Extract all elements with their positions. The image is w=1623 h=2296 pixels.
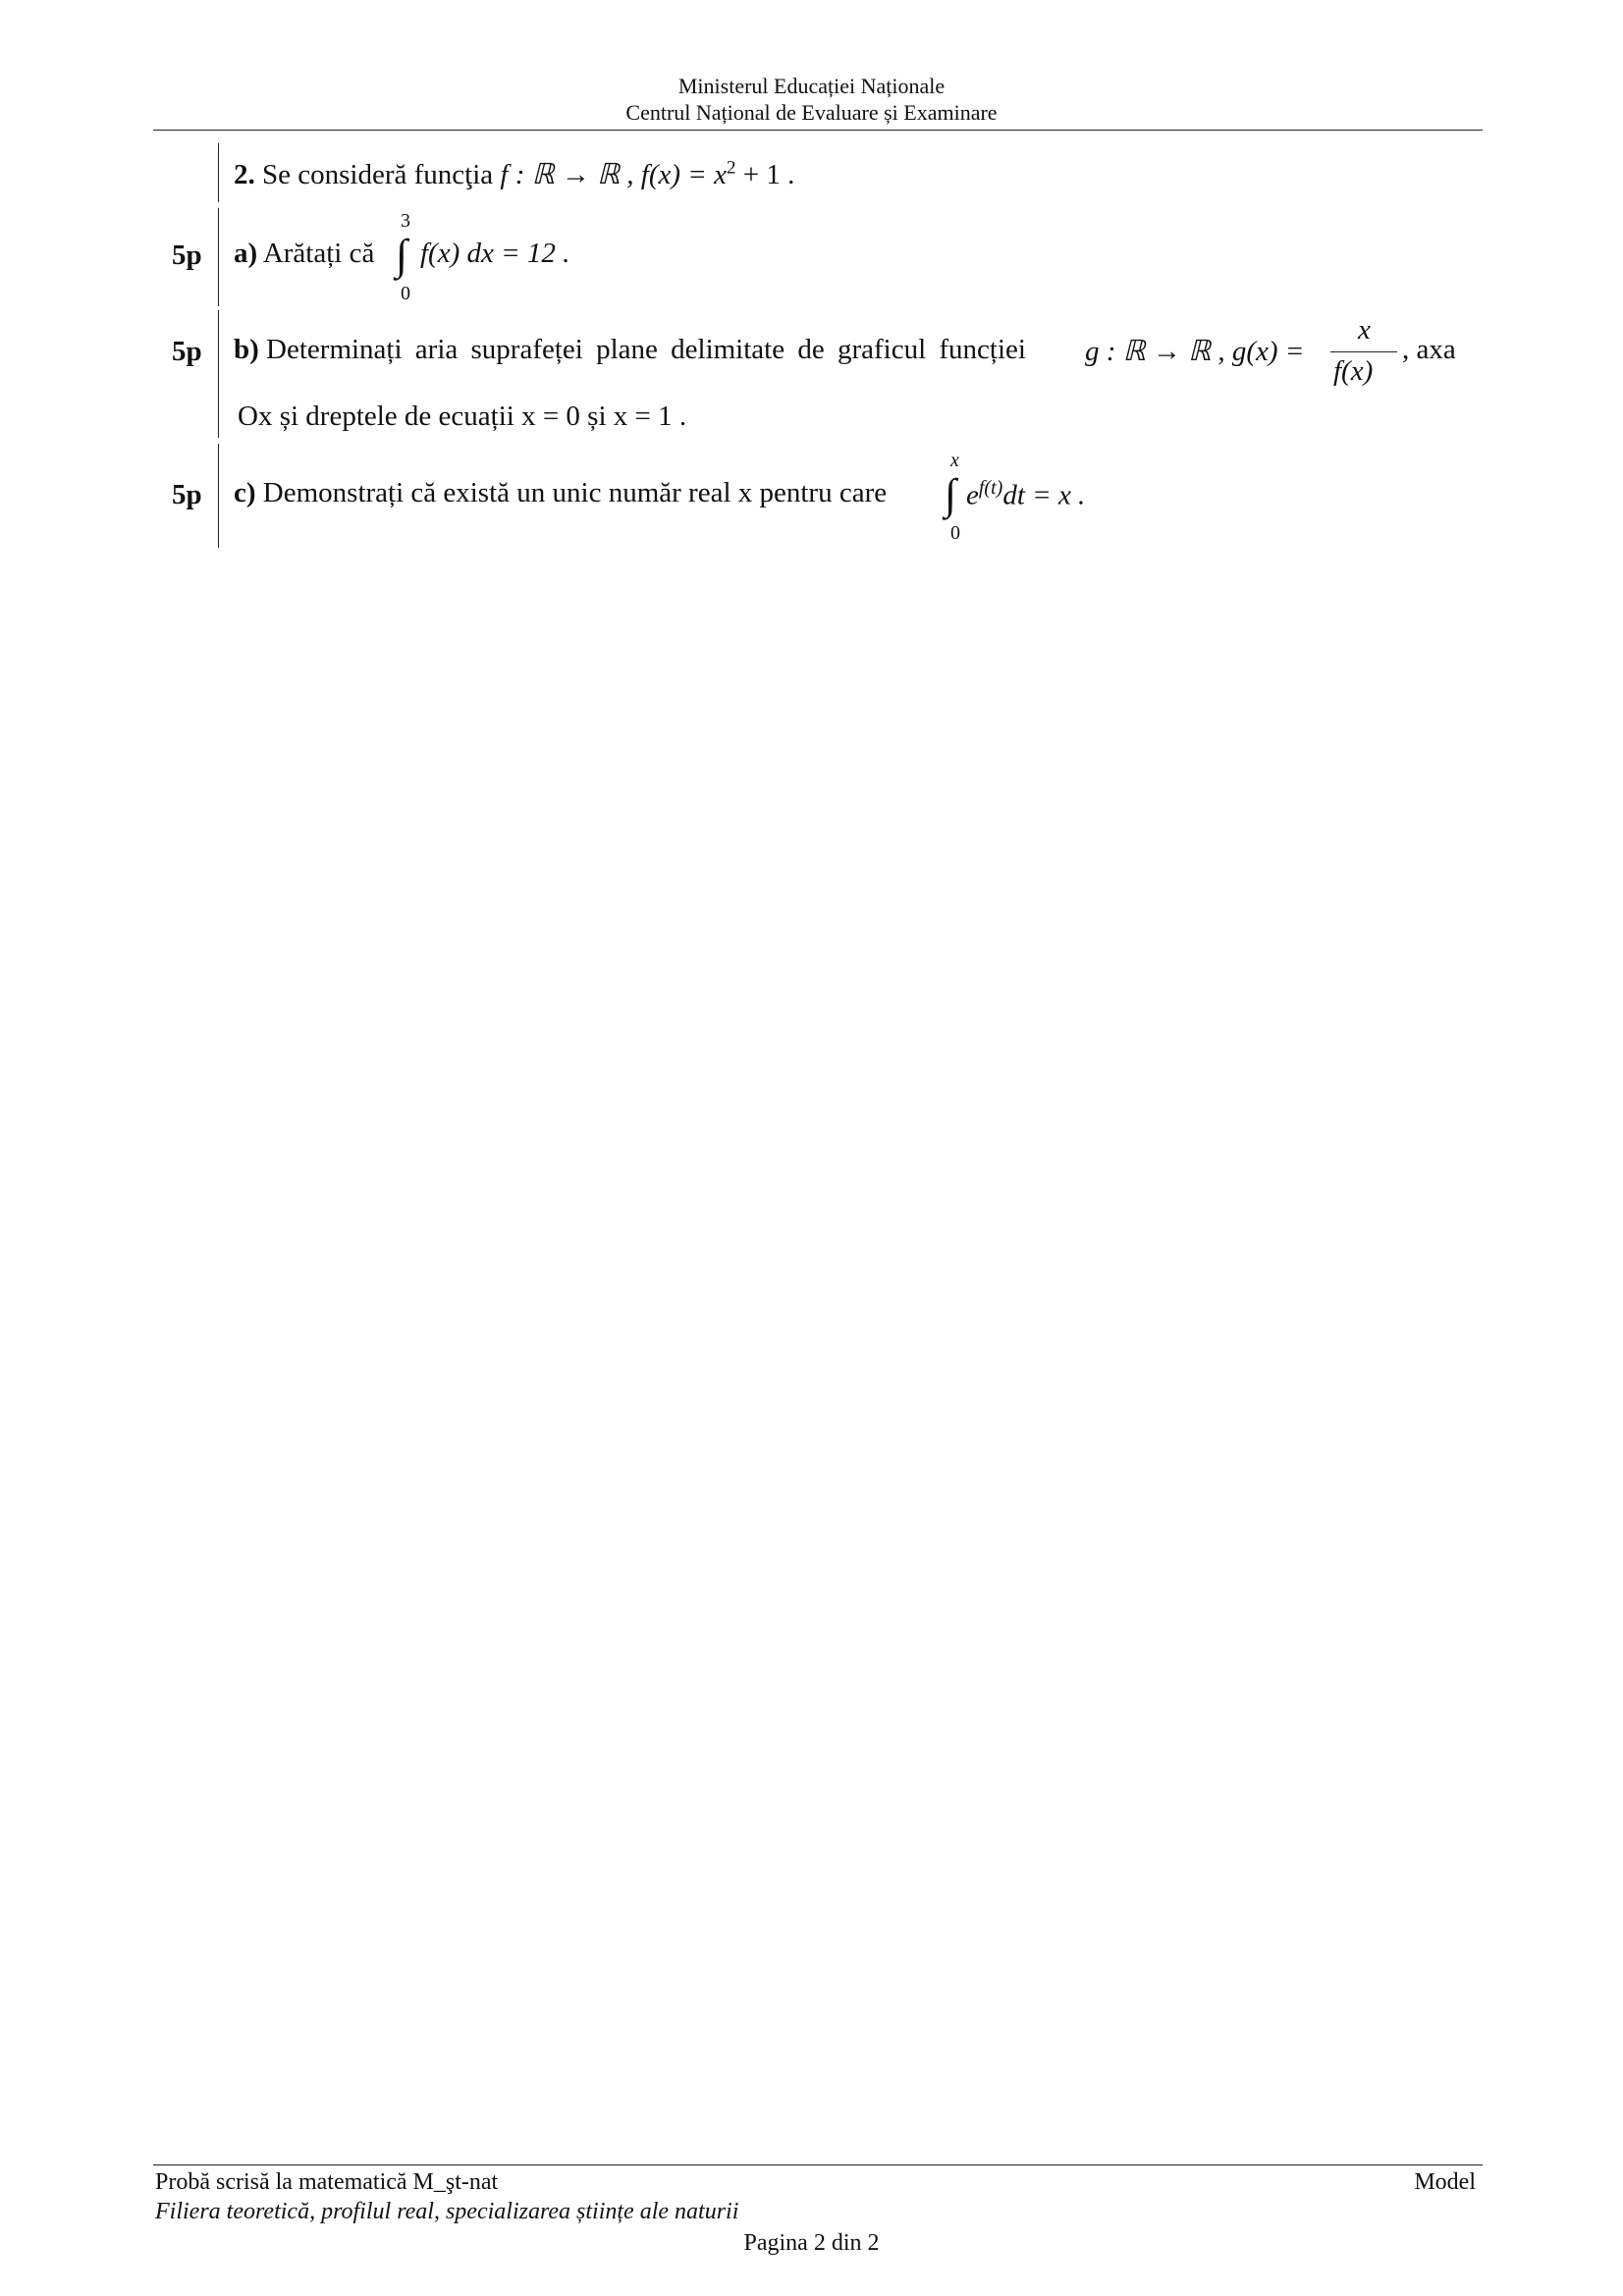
upper-limit-c: x (950, 450, 959, 471)
footer-rule (153, 2164, 1483, 2165)
footer-page: Pagina 2 din 2 (743, 2230, 880, 2256)
integrand-a: f(x) dx = 12 . (420, 238, 570, 269)
base-c: e (966, 479, 979, 511)
margin-line-4 (218, 444, 219, 548)
integral-sign-c: ∫ (945, 470, 957, 518)
integral-sign-a: ∫ (396, 231, 408, 279)
points-a: 5p (172, 240, 202, 271)
text-c: Demonstrați că există un unic număr real x pentru care (262, 477, 888, 508)
label-a: a) (234, 238, 258, 269)
upper-limit-a: 3 (401, 210, 410, 232)
label-b: b) (234, 334, 259, 365)
margin-line-3 (218, 310, 219, 438)
header-center: Centrul Național de Evaluare și Examinare (625, 100, 998, 125)
lower-limit-a: 0 (401, 283, 410, 304)
margin-line-1 (218, 143, 219, 202)
lower-limit-c: 0 (950, 522, 960, 544)
part-c (234, 477, 887, 509)
header-ministry: Ministerul Educației Naționale (677, 74, 946, 98)
points-b: 5p (172, 336, 202, 367)
part-b (234, 334, 1026, 366)
after-b: , axa (1402, 334, 1456, 365)
integrand-c (966, 477, 1085, 512)
function-tail: + 1 . (735, 159, 795, 190)
fraction-den-b: f(x) (1333, 355, 1374, 387)
tail-c: dt = x . (1002, 479, 1086, 511)
part-a (234, 238, 374, 270)
text-a: Arătați că (262, 238, 375, 269)
text-b: Determinați aria suprafeței plane delimitate de graficul funcției (266, 334, 1026, 365)
problem-intro-text: Se consideră funcţia (262, 159, 494, 190)
margin-line-2 (218, 208, 219, 306)
problem-number: 2. (234, 159, 255, 190)
fraction-bar-b (1330, 351, 1397, 352)
problem-intro (234, 157, 794, 191)
footer-left2: Filiera teoretică, profilul real, specializarea științe ale naturii (155, 2199, 739, 2224)
fraction-num-b: x (1358, 314, 1371, 346)
page-header (0, 73, 1623, 126)
exp-c: f(t) (978, 477, 1003, 499)
line2-b: Ox și dreptele de ecuații x = 0 și x = 1 . (238, 400, 687, 432)
gdef-b: g : ℝ → ℝ , g(x) = (1085, 336, 1305, 367)
label-c: c) (234, 477, 256, 508)
function-definition: f : ℝ → ℝ , f(x) = x (500, 159, 727, 190)
footer-left1: Probă scrisă la matematică M_şt-nat (155, 2169, 499, 2195)
header-rule (153, 130, 1483, 131)
footer-model: Model (1414, 2169, 1476, 2195)
points-c: 5p (172, 479, 202, 510)
function-exponent: 2 (726, 157, 736, 179)
